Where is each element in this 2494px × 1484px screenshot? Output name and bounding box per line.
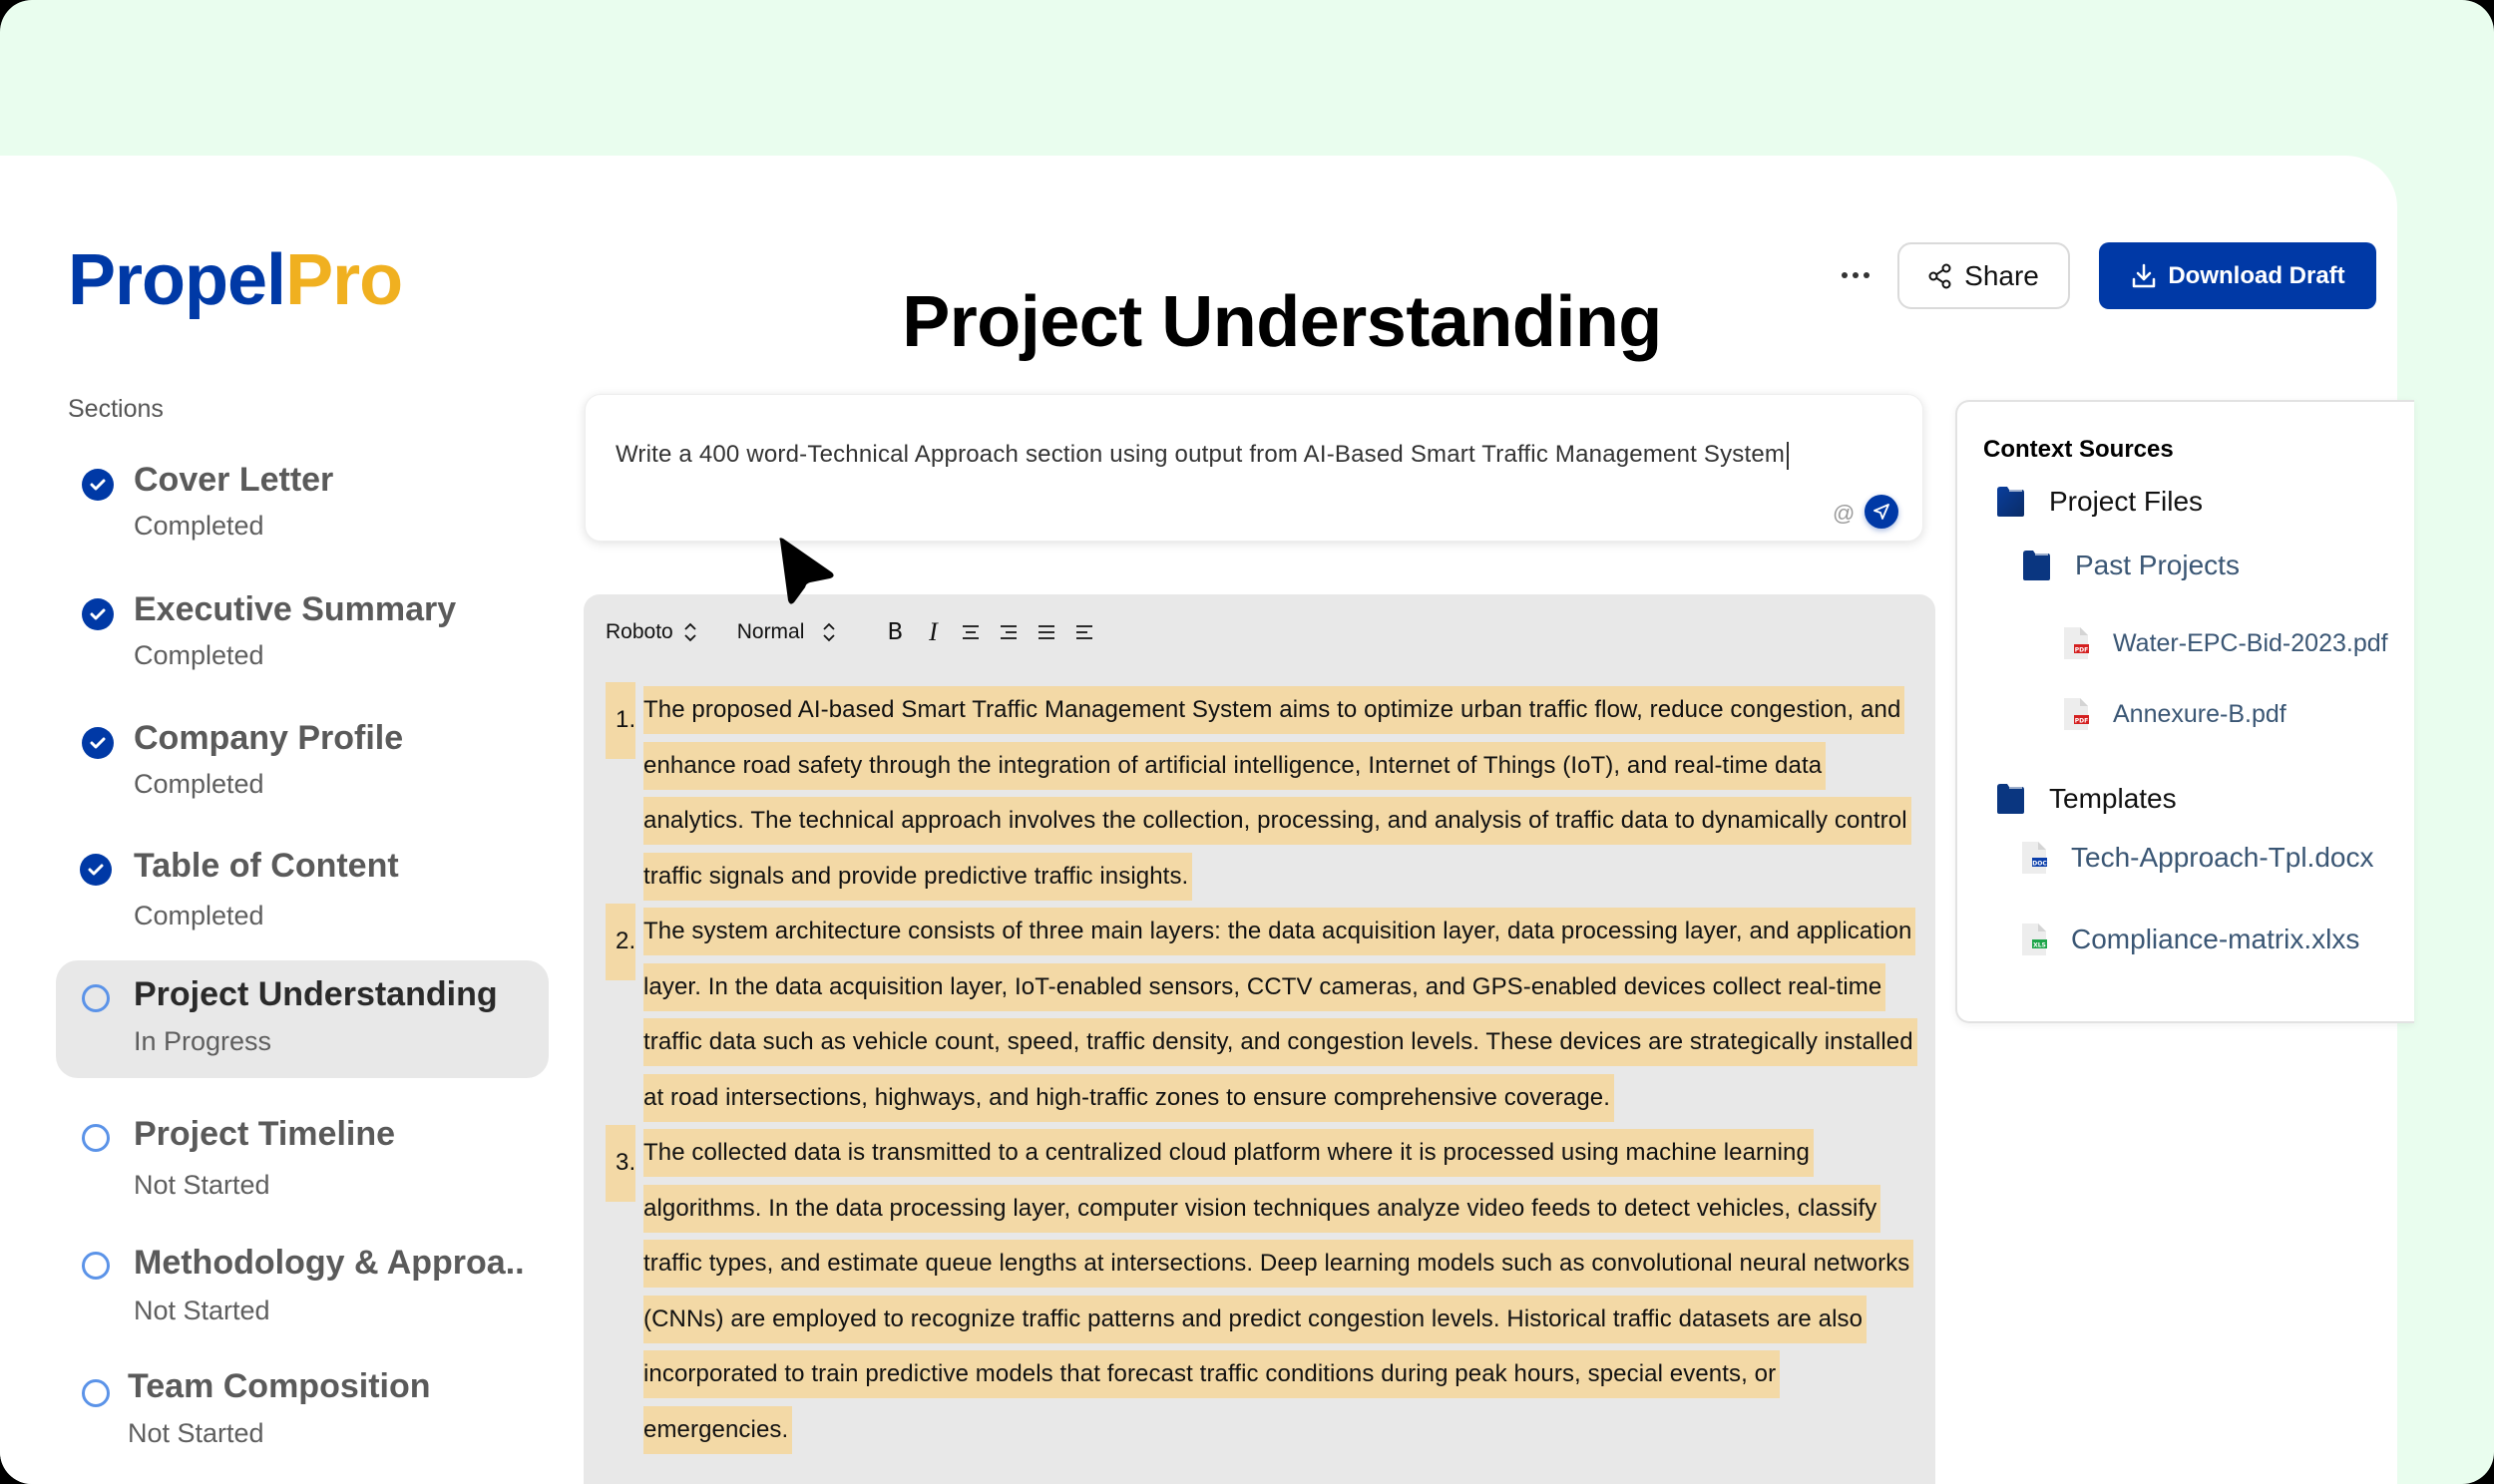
folder-past-projects[interactable] (2021, 550, 2240, 581)
section-status: Completed (134, 511, 264, 541)
sidebar-item-executive-summary[interactable] (56, 580, 549, 698)
list-number: 3. (606, 1125, 635, 1202)
section-title: Project Understanding (134, 975, 498, 1013)
sidebar-item-methodology-approach[interactable] (56, 1235, 549, 1352)
sidebar-item-team-composition[interactable] (56, 1358, 549, 1476)
share-button[interactable] (1897, 242, 2070, 309)
pdf-file-icon (2063, 626, 2089, 660)
mention-button[interactable]: @ (1833, 501, 1856, 526)
text-caret (1787, 442, 1789, 470)
font-family-select[interactable] (606, 620, 697, 644)
list-item (606, 1125, 1922, 1457)
file-name: Tech-Approach-Tpl.docx (2071, 842, 2374, 873)
section-title: Project Timeline (134, 1115, 396, 1153)
paragraph-text: The system architecture consists of three main layers: the data acquisition layer, data processing layer, and application layer. In the data acquisition layer, IoT-enabled sensors, CCTV cameras, and GPS-enabled devices collect real-time traffic data such as vehicle count, speed, traffic density, and congestion levels. These devices are strategically installed at road intersections, highways, and high-traffic zones to ensure comprehensive coverage. (643, 908, 1917, 1122)
list-item (606, 682, 1922, 904)
empty-circle-icon (82, 984, 110, 1012)
chevron-up-down-icon (683, 622, 697, 642)
share-label: Share (1964, 259, 2039, 291)
share-icon (1928, 263, 1952, 289)
editor-toolbar (606, 612, 1103, 652)
list-number: 2. (606, 904, 635, 980)
text-style-select[interactable] (737, 620, 837, 644)
list-item (606, 904, 1922, 1125)
section-status: Not Started (134, 1170, 270, 1200)
page-title: Project Understanding (902, 282, 1662, 362)
folder-project-files[interactable] (1995, 486, 2203, 518)
folder-label: Project Files (2049, 486, 2204, 517)
prompt-input[interactable] (616, 431, 1843, 478)
context-sources-title: Context Sources (1983, 436, 2174, 463)
doc-file-icon (2021, 841, 2047, 875)
file-item-xls[interactable] (2021, 923, 2359, 956)
svg-text:PDF: PDF (2074, 717, 2089, 725)
section-title: Team Composition (128, 1367, 431, 1405)
more-horizontal-icon (1842, 272, 1848, 278)
logo-pro: Pro (285, 240, 403, 320)
bold-icon: B (887, 619, 904, 645)
editor-content[interactable] (606, 682, 1922, 1457)
section-status: Completed (134, 901, 264, 930)
folder-icon (1995, 486, 2025, 518)
file-name: Annexure-B.pdf (2113, 699, 2286, 728)
section-title: Executive Summary (134, 590, 457, 628)
more-dot (1864, 272, 1870, 278)
align-justify-icon (1037, 624, 1056, 640)
logo-propel: Propel (68, 240, 286, 320)
italic-icon: I (929, 617, 938, 646)
svg-text:XLS: XLS (2033, 941, 2046, 949)
section-status: Not Started (134, 1296, 270, 1325)
folder-icon (1995, 783, 2025, 815)
file-item-pdf[interactable] (2063, 697, 2286, 731)
section-status: Completed (134, 769, 264, 799)
empty-circle-icon (82, 1379, 110, 1407)
align-center-icon (961, 624, 981, 640)
align-left-icon (1074, 624, 1094, 640)
section-status: Not Started (128, 1418, 264, 1448)
sidebar-item-project-understanding[interactable] (56, 960, 549, 1078)
send-button[interactable] (1865, 495, 1898, 529)
pdf-file-icon (2063, 697, 2089, 731)
paragraph-text: The proposed AI-based Smart Traffic Management System aims to optimize urban traffic flow, reduce congestion, and enhance road safety through the integration of artificial intelligence, Internet of Things (IoT), and real-time data analytics. The technical approach involves the collection, processing, and analysis of traffic data to dynamically control traffic signals and provide predictive traffic insights. (643, 686, 1911, 901)
empty-circle-icon (82, 1124, 110, 1152)
list-number: 1. (606, 682, 635, 759)
folder-icon (2021, 550, 2051, 581)
rich-text-editor[interactable] (584, 594, 1935, 1484)
download-icon (2130, 262, 2158, 290)
check-circle-icon (82, 469, 114, 501)
download-draft-button[interactable] (2099, 242, 2376, 309)
file-name: Water-EPC-Bid-2023.pdf (2113, 628, 2388, 657)
text-style-value: Normal (736, 620, 805, 643)
check-circle-icon (80, 854, 112, 886)
align-right-button[interactable] (990, 614, 1028, 650)
section-status: Completed (134, 640, 264, 670)
align-left-button[interactable] (1065, 614, 1103, 650)
file-name: Compliance-matrix.xlxs (2071, 924, 2360, 954)
sections-label: Sections (68, 395, 164, 423)
file-item-doc[interactable] (2021, 841, 2373, 875)
section-title: Cover Letter (134, 461, 334, 499)
bold-button[interactable] (876, 614, 914, 650)
paragraph-text: The collected data is transmitted to a centralized cloud platform where it is processed using machine learning algorithms. In the data processing layer, computer vision techniques analyze video feeds to detect vehicles, classify traffic types, and estimate queue lengths at intersections. Deep learning models such as convolutional neural networks (CNNs) are employed to recognize traffic patterns and predict congestion levels. Historical traffic datasets are also incorporated to train predictive models that forecast traffic conditions during peak hours, special events, or emergencies. (643, 1129, 1913, 1454)
folder-label: Past Projects (2075, 550, 2240, 580)
sidebar-item-cover-letter[interactable] (56, 451, 549, 568)
section-title: Table of Content (134, 847, 399, 885)
sidebar-item-table-of-content[interactable] (56, 837, 549, 954)
mouse-cursor-icon (776, 537, 836, 606)
more-options-button[interactable] (1838, 257, 1873, 293)
sidebar-item-project-timeline[interactable] (56, 1107, 549, 1225)
prompt-value: Write a 400 word-Technical Approach section using output from AI-Based Smart Traffic Management System (616, 441, 1786, 468)
font-family-value: Roboto (606, 620, 673, 643)
align-right-icon (999, 624, 1019, 640)
prompt-input-box[interactable] (585, 394, 1923, 542)
chevron-up-down-icon (822, 622, 836, 642)
check-circle-icon (82, 727, 114, 759)
more-dot (1853, 272, 1859, 278)
svg-text:PDF: PDF (2074, 646, 2089, 654)
send-icon (1872, 503, 1890, 521)
context-sources-panel (1955, 400, 2414, 1023)
folder-label: Templates (2049, 783, 2177, 814)
section-title: Methodology & Approa.. (134, 1244, 525, 1282)
align-center-button[interactable] (952, 614, 990, 650)
svg-text:DOC: DOC (2032, 860, 2047, 868)
section-title: Company Profile (134, 719, 404, 757)
align-justify-button[interactable] (1028, 614, 1065, 650)
italic-button[interactable] (914, 614, 952, 650)
check-circle-icon (82, 598, 114, 630)
sidebar-item-company-profile[interactable] (56, 709, 549, 827)
empty-circle-icon (82, 1252, 110, 1280)
file-item-pdf[interactable] (2063, 626, 2388, 660)
folder-templates[interactable] (1995, 783, 2177, 815)
xls-file-icon (2021, 923, 2047, 956)
download-label: Download Draft (2168, 261, 2345, 289)
section-status: In Progress (134, 1026, 272, 1056)
